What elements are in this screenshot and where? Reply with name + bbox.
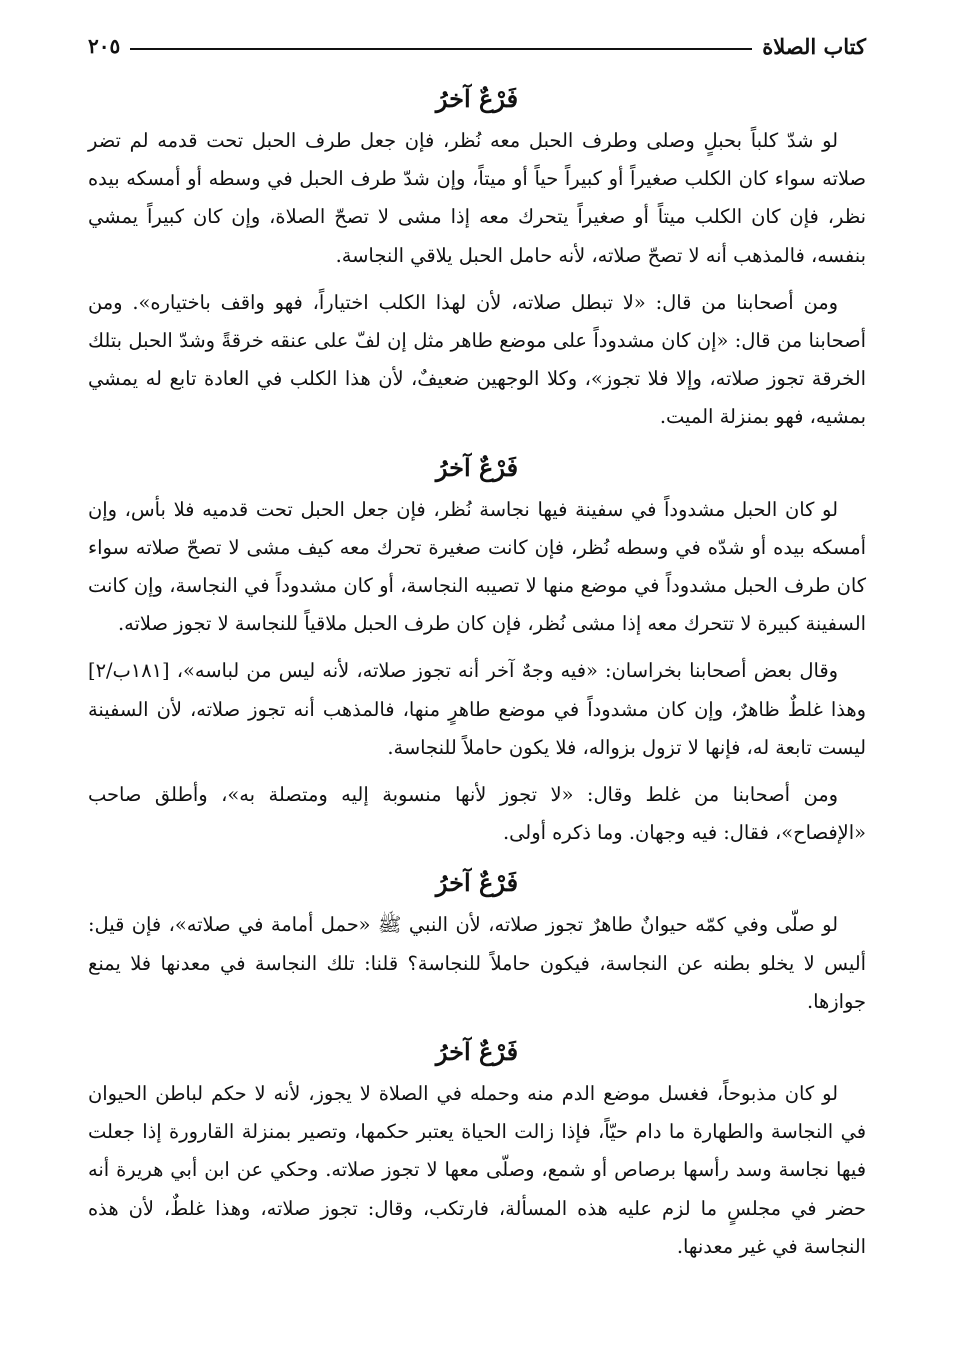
paragraph: لو كان مذبوحاً، فغسل موضع الدم منه وحمله في الصلاة لا يجوز، لأنه لا حكم لباطن الحيوان في النجاسة والطهارة ما دام حيّاً، فإذا زالت الحياة يعتبر حكمها، وتصير بمنزلة القارورة إذا جعلت فيها نجاسة وسد رأسها برصاص أو شمع، وصلّى معها لا تجوز صلاته. وحكي عن ابن أبي هريرة أنه حضر في مجلسٍ ما لزم عليه هذه المسألة، فارتكب، وقال: تجوز صلاته، وهذا غلطٌ، لأن هذه النجاسة في غير معدنها. (88, 1082, 866, 1258)
paragraph: لو شدّ كلباً بحبلٍ وصلى وطرف الحبل معه نُظر، فإن جعل طرف الحبل تحت قدمه لم تضر صلاته سواء كان الكلب صغيراً أو كبيراً حياً أو ميتاً، وإن شدّ طرف الحبل في وسطه أو أمسكه بيده نظر، فإن كان الكلب ميتاً أو صغيراً يتحرك معه إذا مشى لا تصحّ الصلاة، وإن كان كبيراً يمشي بنفسه، فالمذهب أنه لا تصحّ صلاته، لأنه حامل الحبل يلاقي النجاسة. (88, 129, 866, 267)
section-heading: فَرْعٌ آخرُ (435, 1037, 519, 1067)
paragraph: لو صلّى وفي كمّه حيوانٌ طاهرٌ تجوز صلاته، لأن النبي ﷺ «حمل أمامة في صلاته»، فإن قيل: أليس لا يخلو بطنه عن النجاسة، فيكون حاملاً للنجاسة؟ قلنا: تلك النجاسة في معدنها فلا يمنع جوازها. (88, 913, 866, 1013)
paragraph: ومن أصحابنا من غلط وقال: «لا تجوز لأنها منسوبة إليه ومتصلة به»، وأطلق صاحب «الإفصاح»، فقال: فيه وجهان. وما ذكره أولى. (88, 783, 866, 845)
book-page (88, 28, 866, 1275)
header-rule (130, 48, 752, 50)
paragraph: لو كان الحبل مشدوداً في سفينة فيها نجاسة نُظر، فإن جعل الحبل تحت قدميه فلا بأس، وإن أمسكه بيده أو شدّه في وسطه نُظر، فإن كانت صغيرة تحرك معه كيف مشى لا تصحّ صلاته سواء كان طرف الحبل مشدوداً في موضع منها لا تصيبه النجاسة، أو كان مشدوداً في النجاسة، وإن كانت السفينة كبيرة لا تتحرك معه إذا مشى نُظر، فإن كان طرف الحبل ملاقياً للنجاسة لا تجوز صلاته. (88, 497, 866, 636)
paragraph: وقال بعض أصحابنا بخراسان: «فيه وجهٌ آخر أنه تجوز صلاته، لأنه ليس من لباسه»، [١٨١ب/٢] وهذا غلطٌ ظاهرٌ، وإن كان مشدوداً في موضع طاهرٍ منها، فالمذهب أنه تجوز صلاته، لأن السفينة ليست تابعة له، فإنها لا تزول بزواله، فلا يكون حاملاً للنجاسة. (88, 659, 866, 759)
section-heading: فَرْعٌ آخرُ (435, 84, 519, 113)
section-heading: فَرْعٌ آخرُ (435, 868, 519, 898)
paragraph: ومن أصحابنا من قال: «لا تبطل صلاته، لأن لهذا الكلب اختياراً، فهو واقف باختياره». ومن أصحابنا من قال: «إن كان مشدوداً على موضع طاهر مثل إن لفّ على عنقه خرقةً وشدّ الحبل بتلك الخرقة تجوز صلاته، وإلا فلا تجوز»، وكلا الوجهين ضعيفٌ، لأن هذا الكلب في العادة تابع له يمشي بمشيه، فهو بمنزلة الميت. (88, 290, 866, 429)
running-header (88, 28, 866, 64)
book-title: كتاب الصلاة (762, 33, 866, 59)
page-number: ٢٠٥ (88, 34, 121, 58)
section-heading: فَرْعٌ آخرُ (435, 452, 519, 482)
